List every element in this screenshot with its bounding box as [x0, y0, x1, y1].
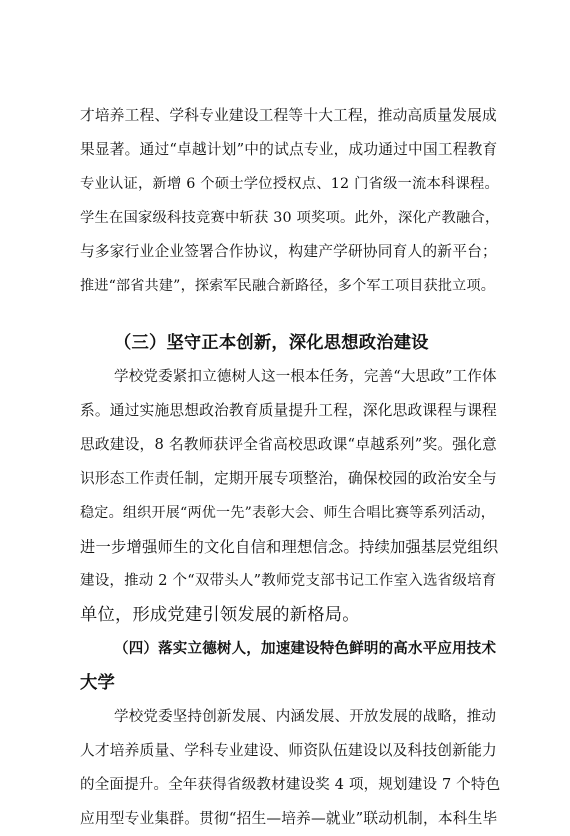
- paragraph-line: 进一步增强师生的文化自信和理想信念。持续加强基层党组织: [80, 538, 499, 556]
- paragraph-line: 稳定。组织开展“两优一先”表彰大会、师生合唱比赛等系列活动，: [80, 505, 496, 521]
- section-heading-continued: 大学: [80, 673, 115, 693]
- paragraph-line: 思政建设，8 名教师获评全省高校思政课“卓越系列”奖。强化意: [80, 436, 497, 453]
- paragraph-line: 学校党委坚持创新发展、内涵发展、开放发展的战略，推动: [114, 709, 497, 725]
- paragraph-line: 的全面提升。全年获得省级教材建设奖 4 项，规划建设 7 个特色: [80, 777, 501, 793]
- paragraph-line: 应用型专业集群。贯彻“招生—培养—就业”联动机制，本科生毕: [80, 810, 498, 827]
- paragraph-line: 建设，推动 2 个“双带头人”教师党支部书记工作室入选省级培育: [80, 573, 497, 589]
- section-heading: （三）坚守正本创新，深化思想政治建设: [114, 333, 429, 353]
- paragraph-line: 单位，形成党建引领发展的新格局。: [80, 605, 360, 625]
- paragraph-line: 才培养工程、学科专业建设工程等十大工程，推动高质量发展成: [80, 107, 497, 124]
- paragraph-line: 与多家行业企业签署合作协议，构建产学研协同育人的新平台；: [80, 243, 497, 260]
- paragraph-line: 系。通过实施思想政治教育质量提升工程，深化思政课程与课程: [80, 402, 497, 419]
- paragraph-line: 识形态工作责任制，定期开展专项整治，确保校园的政治安全与: [80, 470, 497, 487]
- paragraph-line: 学生在国家级科技竞赛中斩获 30 项奖项。此外，深化产教融合，: [80, 210, 500, 226]
- paragraph-line: 人才培养质量、学科专业建设、师资队伍建设以及科技创新能力: [80, 742, 497, 759]
- paragraph-line: 推进“部省共建”，探索军民融合新路径，多个军工项目获批立项。: [80, 278, 496, 294]
- paragraph-line: 学校党委紧扣立德树人这一根本任务，完善“大思政”工作体: [114, 369, 497, 385]
- paragraph-line: 专业认证，新增 6 个硕士学位授权点、12 门省级一流本科课程。: [80, 176, 500, 192]
- section-heading: （四）落实立德树人，加速建设特色鲜明的高水平应用技术: [114, 640, 497, 657]
- paragraph-line: 果显著。通过“卓越计划”中的试点专业，成功通过中国工程教育: [80, 141, 498, 158]
